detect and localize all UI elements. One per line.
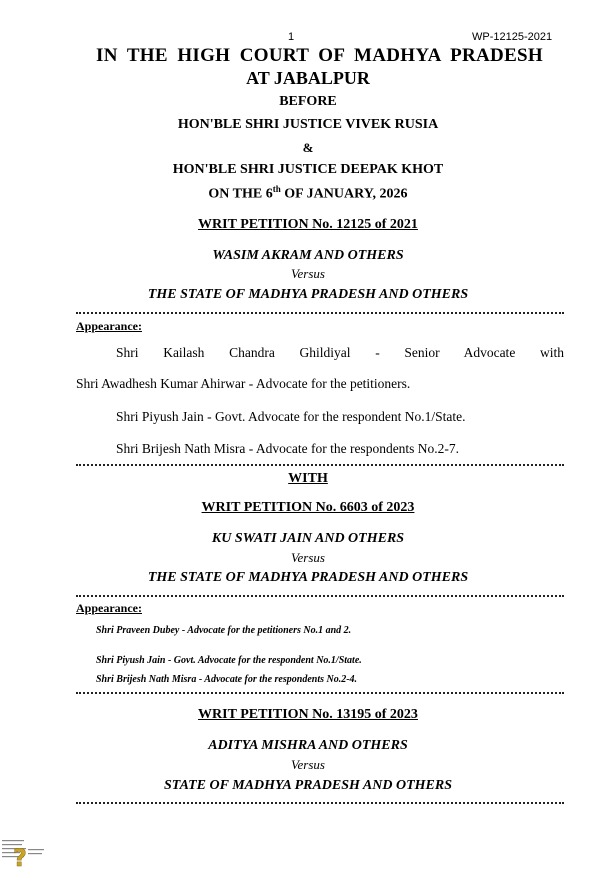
case2-appearance-label: Appearance: xyxy=(76,601,142,615)
divider xyxy=(76,692,564,694)
case2-appearance-3: Shri Brijesh Nath Misra - Advocate for the respondents No.2-4. xyxy=(96,674,358,685)
case1-appearance-3: Shri Brijesh Nath Misra - Advocate for the respondents No.2-7. xyxy=(116,441,460,456)
case1-appearance-1a: Shri Kailash Chandra Ghildiyal - Senior Advocate with xyxy=(116,345,564,360)
signature-seal-icon xyxy=(2,836,46,870)
ampersand: & xyxy=(302,140,314,155)
case1-appearance-1b: Shri Awadhesh Kumar Ahirwar - Advocate for the petitioners. xyxy=(76,376,411,391)
date-prefix: ON THE 6 xyxy=(208,186,273,202)
divider xyxy=(76,312,564,314)
case1-appearance-2: Shri Piyush Jain - Govt. Advocate for the respondent No.1/State. xyxy=(116,409,466,424)
divider xyxy=(76,464,564,466)
case2-respondent: THE STATE OF MADHYA PRADESH AND OTHERS xyxy=(147,570,469,585)
date-sup: th xyxy=(272,184,281,194)
divider xyxy=(76,595,564,597)
case-reference: WP-12125-2021 xyxy=(472,31,553,43)
court-location: AT JABALPUR xyxy=(246,68,370,88)
case1-appearance-label: Appearance: xyxy=(76,319,142,333)
case2-appearance-2: Shri Piyush Jain - Govt. Advocate for the respondent No.1/State. xyxy=(96,655,362,666)
case2-title: WRIT PETITION No. 6603 of 2023 xyxy=(201,500,415,515)
case2-petitioner: KU SWATI JAIN AND OTHERS xyxy=(211,531,405,546)
case3-versus: Versus xyxy=(291,757,325,772)
date-suffix: OF JANUARY, 2026 xyxy=(280,186,408,202)
with-label: WITH xyxy=(288,471,328,486)
justice-1: HON'BLE SHRI JUSTICE VIVEK RUSIA xyxy=(177,117,439,132)
case1-petitioner: WASIM AKRAM AND OTHERS xyxy=(212,248,404,263)
case3-respondent: STATE OF MADHYA PRADESH AND OTHERS xyxy=(164,778,452,793)
case1-versus: Versus xyxy=(291,266,325,281)
hearing-date xyxy=(0,184,616,203)
case2-versus: Versus xyxy=(291,550,325,565)
page-number: 1 xyxy=(288,31,295,43)
case1-title: WRIT PETITION No. 12125 of 2021 xyxy=(198,217,418,232)
divider xyxy=(76,802,564,804)
case3-title: WRIT PETITION No. 13195 of 2023 xyxy=(198,707,418,722)
justice-2: HON'BLE SHRI JUSTICE DEEPAK KHOT xyxy=(172,162,444,177)
case2-appearance-1: Shri Praveen Dubey - Advocate for the petitioners No.1 and 2. xyxy=(96,625,352,636)
case1-respondent: THE STATE OF MADHYA PRADESH AND OTHERS xyxy=(147,287,469,302)
case3-petitioner: ADITYA MISHRA AND OTHERS xyxy=(208,738,408,753)
court-name: IN THE HIGH COURT OF MADHYA PRADESH xyxy=(96,45,543,66)
before-label: BEFORE xyxy=(279,94,337,109)
svg-text:?: ? xyxy=(13,844,27,870)
